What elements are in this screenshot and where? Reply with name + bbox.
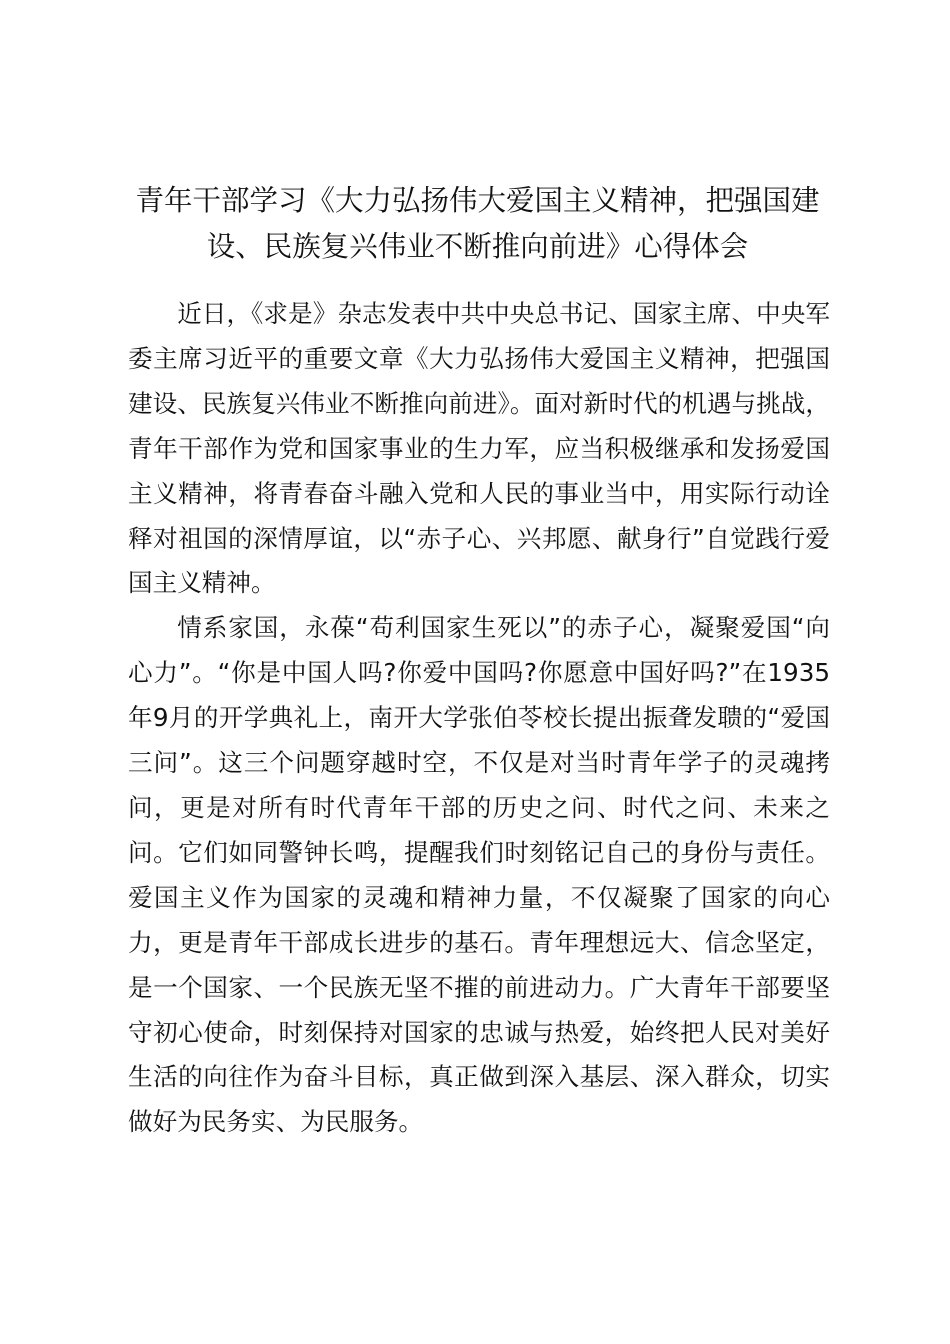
paragraph-patriotism: 情系家国，永葆“苟利国家生死以”的赤子心，凝聚爱国“向心力”。“你是中国人吗?你爱中国吗?你愿意中国好吗?”在1935年9月的开学典礼上，南开大学张伯苓校长提出振聋发聩的“爱国三问”。这三个问题穿越时空，不仅是对当时青年学子的灵魂拷问，更是对所有时代青年干部的历史之问、时代之问、未来之问。它们如同警钟长鸣，提醒我们时刻铭记自己的身份与责任。爱国主义作为国家的灵魂和精神力量，不仅凝聚了国家的向心力，更是青年干部成长进步的基石。青年理想远大、信念坚定，是一个国家、一个民族无坚不摧的前进动力。广大青年干部要坚守初心使命，时刻保持对国家的忠诚与热爱，始终把人民对美好生活的向往作为奋斗目标，真正做到深入基层、深入群众，切实做好为民务实、为民服务。: [128, 613, 830, 1137]
paragraph-intro: 近日，《求是》杂志发表中共中央总书记、国家主席、中央军委主席习近平的重要文章《大力弘扬伟大爱国主义精神，把强国建设、民族复兴伟业不断推向前进》。面对新时代的机遇与挑战，青年干部作为党和国家事业的生力军，应当积极继承和发扬爱国主义精神，将青春奋斗融入党和人民的事业当中，用实际行动诠释对祖国的深情厚谊，以“赤子心、兴邦愿、献身行”自觉践行爱国主义精神。: [128, 299, 830, 598]
document-body: [128, 292, 830, 1145]
document-title: 青年干部学习《大力弘扬伟大爱国主义精神，把强国建设、民族复兴伟业不断推向前进》心得体会: [135, 184, 820, 263]
